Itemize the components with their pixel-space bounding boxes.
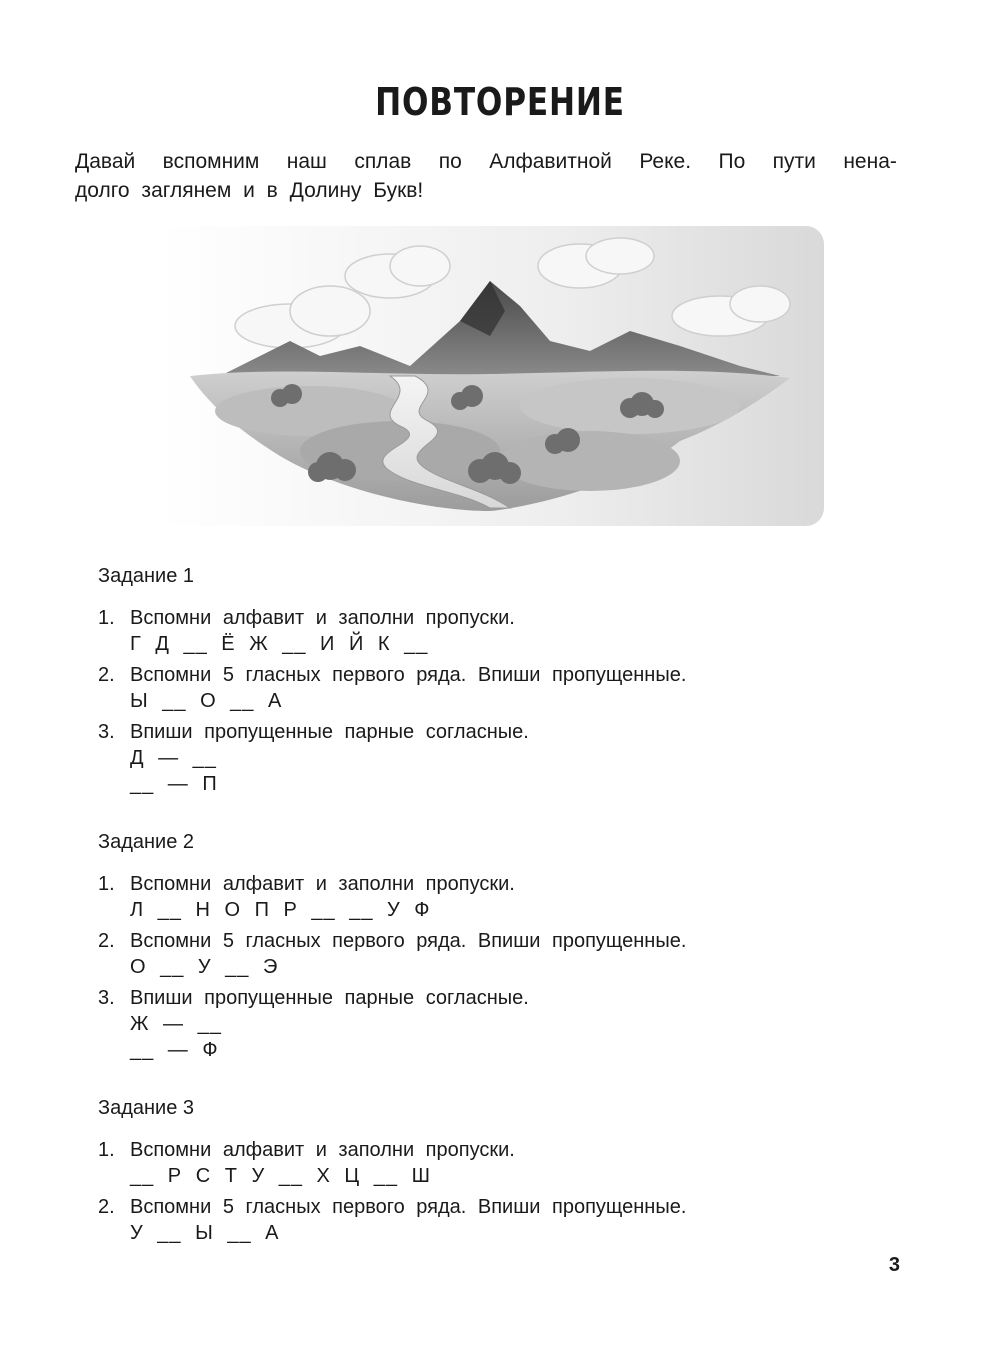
item-number: 2. <box>98 1196 115 1218</box>
task-item <box>98 985 898 1063</box>
intro-word: нена- <box>843 150 897 173</box>
task-title: Задание 2 <box>98 831 195 853</box>
answer-line[interactable]: __ Р С Т У __ Х Ц __ Ш <box>130 1165 431 1187</box>
task-item <box>98 1137 898 1189</box>
intro-word: пути <box>772 150 816 173</box>
item-number: 1. <box>98 607 115 629</box>
intro-word: По <box>718 150 746 173</box>
task-1 <box>98 561 898 802</box>
item-instruction: Вспомни алфавит и заполни пропуски. <box>130 607 515 629</box>
page-number: 3 <box>888 1254 900 1276</box>
intro-word: Алфавитной <box>489 150 612 173</box>
page-title: ПОВТОРЕНИЕ <box>375 80 625 124</box>
answer-line[interactable]: Ж — __ <box>130 1013 222 1035</box>
task-3 <box>98 1093 898 1251</box>
intro-line-2: долго заглянем и в Долину Букв! <box>75 179 424 202</box>
item-number: 3. <box>98 721 115 743</box>
answer-line[interactable]: Л __ Н О П Р __ __ У Ф <box>130 899 431 921</box>
task-title: Задание 1 <box>98 565 195 587</box>
item-number: 3. <box>98 987 115 1009</box>
task-item <box>98 928 898 980</box>
answer-line[interactable]: У __ Ы __ А <box>130 1222 280 1244</box>
answer-line[interactable]: Г Д __ Ё Ж __ И Й К __ <box>130 633 429 655</box>
intro-word: сплав <box>354 150 412 173</box>
answer-line[interactable]: __ — П <box>130 773 218 795</box>
task-title: Задание 3 <box>98 1097 195 1119</box>
item-instruction: Вспомни алфавит и заполни пропуски. <box>130 1139 515 1161</box>
intro-line-1 <box>75 147 897 176</box>
item-instruction: Вспомни 5 гласных первого ряда. Впиши пропущенные. <box>130 664 687 686</box>
item-number: 2. <box>98 930 115 952</box>
intro-word: Давай <box>75 150 136 173</box>
answer-line[interactable]: __ — Ф <box>130 1039 219 1061</box>
task-item <box>98 1194 898 1246</box>
answer-line[interactable]: О __ У __ Э <box>130 956 279 978</box>
task-item <box>98 871 898 923</box>
item-instruction: Вспомни алфавит и заполни пропуски. <box>130 873 515 895</box>
item-instruction: Вспомни 5 гласных первого ряда. Впиши пропущенные. <box>130 930 687 952</box>
answer-line[interactable]: Ы __ О __ А <box>130 690 283 712</box>
intro-word: вспомним <box>162 150 260 173</box>
item-number: 1. <box>98 1139 115 1161</box>
item-instruction: Впиши пропущенные парные согласные. <box>130 987 529 1009</box>
intro-word: наш <box>286 150 327 173</box>
task-item <box>98 719 898 797</box>
task-item <box>98 662 898 714</box>
mountain-river-landscape-icon <box>160 226 824 526</box>
task-item <box>98 605 898 657</box>
intro-word: по <box>438 150 462 173</box>
answer-line[interactable]: Д — __ <box>130 747 217 769</box>
item-instruction: Впиши пропущенные парные согласные. <box>130 721 529 743</box>
task-2 <box>98 827 898 1068</box>
intro-paragraph <box>75 147 897 205</box>
item-number: 2. <box>98 664 115 686</box>
item-instruction: Вспомни 5 гласных первого ряда. Впиши пропущенные. <box>130 1196 687 1218</box>
intro-word: Реке. <box>639 150 692 173</box>
item-number: 1. <box>98 873 115 895</box>
